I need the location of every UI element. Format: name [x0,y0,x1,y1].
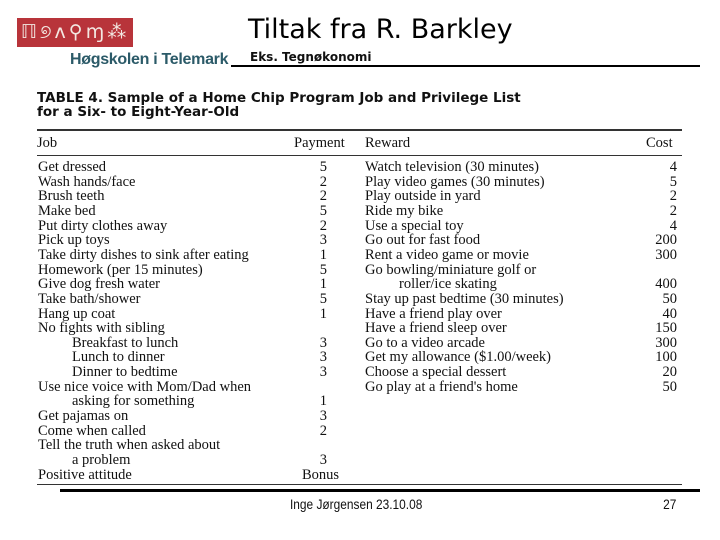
cost-cell: 50 [662,378,677,395]
cost-cell: 2 [669,188,677,205]
header-job: Job [37,135,58,151]
job-cell: asking for something [72,393,195,410]
job-cell: Lunch to dinner [72,349,165,366]
cost-cell: 4 [669,217,677,234]
job-cell: Brush teeth [38,188,105,205]
caption-line: TABLE 4. Sample of a Home Chip Program Job and Privilege List [37,90,521,106]
caption-line: for a Six- to Eight-Year-Old [37,104,240,120]
subtitle-underline [231,65,700,67]
payment-cell: 5 [319,159,327,175]
reward-cell: Play outside in yard [365,188,481,205]
reward-cell: Have a friend play over [365,305,502,322]
header-reward: Reward [365,135,411,151]
cost-cell: 5 [669,173,677,190]
cost-cell: 100 [655,349,677,366]
cost-cell: 200 [655,232,677,249]
reward-cell: Ride my bike [365,202,444,219]
reward-cell: Rent a video game or movie [365,246,529,263]
school-name: Høgskolen i Telemark [70,51,229,68]
job-cell: Get dressed [38,159,107,175]
cost-cell: 400 [655,276,677,293]
job-cell: Positive attitude [38,466,132,483]
payment-cell: 5 [319,261,327,278]
reward-cell: Go bowling/miniature golf or [365,261,537,278]
job-cell: Put dirty clothes away [38,217,168,234]
table-top-rule [37,129,682,131]
job-cell: a problem [72,452,131,468]
reward-cell: Play video games (30 minutes) [365,173,545,190]
job-cell: Hang up coat [38,305,116,322]
header-payment: Payment [294,135,345,151]
header-cost: Cost [646,135,673,151]
logo: ℿ୭ʌ⚲ɱ⁂ [17,18,133,47]
job-cell: No fights with sibling [38,320,165,337]
cost-cell: 40 [662,305,677,322]
payment-cell: 3 [319,452,327,468]
table-caption [37,91,521,119]
page-number: 27 [663,496,677,512]
job-cell: Use nice voice with Mom/Dad when [38,378,252,395]
footer-rule [60,489,700,492]
payment-cell: 3 [319,349,327,366]
job-cell: Tell the truth when asked about [38,437,221,454]
payment-cell: 2 [319,173,327,190]
payment-cell: 3 [319,334,327,351]
table-bottom-rule [37,484,682,485]
payment-cell: 1 [319,276,327,293]
cost-cell: 300 [655,334,677,351]
reward-cell: Use a special toy [365,217,464,234]
payment-cell: 3 [319,408,327,425]
cost-cell: 4 [669,159,677,175]
cost-cell: 2 [669,202,677,219]
reward-cell: Watch television (30 minutes) [365,159,539,175]
cost-cell: 150 [655,320,677,337]
job-cell: Take dirty dishes to sink after eating [38,246,249,263]
payment-cell: 2 [319,217,327,234]
job-cell: Homework (per 15 minutes) [38,261,203,278]
reward-cell: Choose a special dessert [365,364,507,381]
payment-cell: 3 [319,364,327,381]
payment-cell: 5 [319,202,327,219]
job-cell: Wash hands/face [38,173,136,190]
reward-cell: Go play at a friend's home [365,378,518,395]
payment-cell: 1 [319,305,327,322]
job-cell: Get pajamas on [38,408,129,425]
slide-title: Tiltak fra R. Barkley [248,14,513,45]
header-rule [37,155,682,156]
payment-cell: 2 [319,188,327,205]
job-cell: Take bath/shower [38,290,141,307]
reward-cell: Stay up past bedtime (30 minutes) [365,290,564,307]
job-cell: Give dog fresh water [38,276,160,293]
job-cell: Make bed [38,202,96,219]
cost-cell: 20 [662,364,677,381]
reward-cell: Get my allowance ($1.00/week) [365,349,552,366]
payment-cell: Bonus [302,466,340,483]
reward-cell: Go to a video arcade [365,334,485,351]
reward-cell: Go out for fast food [365,232,481,249]
cost-cell: 300 [655,246,677,263]
payment-cell: 1 [319,246,327,263]
reward-cell: roller/ice skating [399,276,497,293]
slide-subtitle: Eks. Tegnøkonomi [250,50,372,64]
payment-cell: 5 [319,290,327,307]
footer-text: Inge Jørgensen 23.10.08 [290,496,423,512]
job-cell: Breakfast to lunch [72,334,179,351]
job-cell: Pick up toys [38,232,110,249]
payment-cell: 1 [319,393,327,410]
job-cell: Come when called [38,422,146,439]
cost-cell: 50 [662,290,677,307]
payment-cell: 3 [319,232,327,249]
job-cell: Dinner to bedtime [72,364,178,381]
payment-cell: 2 [319,422,327,439]
reward-cell: Have a friend sleep over [365,320,507,337]
